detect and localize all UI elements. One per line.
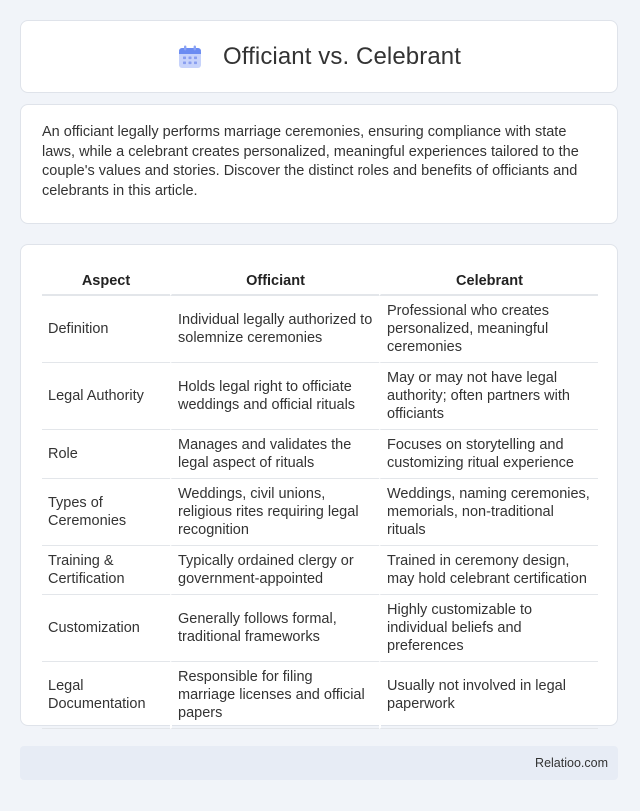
page-title: Officiant vs. Celebrant	[223, 42, 461, 70]
comparison-card	[20, 244, 618, 726]
row-aspect-cell: Customization	[42, 595, 170, 662]
row-officiant-cell: Generally follows formal, traditional frameworks	[170, 595, 379, 662]
header-aspect: Aspect	[42, 265, 170, 296]
row-aspect-cell: Training & Certification	[42, 546, 170, 595]
intro-card	[20, 104, 618, 224]
title-card	[20, 20, 618, 93]
footer-bar	[20, 746, 618, 780]
row-officiant-cell: Individual legally authorized to solemnize ceremonies	[170, 296, 379, 363]
row-aspect-cell: Legal Authority	[42, 363, 170, 430]
row-officiant-cell: Manages and validates the legal aspect of rituals	[170, 430, 379, 479]
table-row	[42, 546, 598, 595]
row-officiant-cell: Typically ordained clergy or government-appointed	[170, 546, 379, 595]
row-aspect-cell: Types of Ceremonies	[42, 479, 170, 546]
calendar-icon	[177, 44, 203, 70]
row-celebrant-cell: Professional who creates personalized, meaningful ceremonies	[379, 296, 598, 363]
footer-site-label: Relatioo.com	[535, 756, 608, 770]
row-celebrant-cell: Highly customizable to individual beliefs and preferences	[379, 595, 598, 662]
row-aspect-cell: Definition	[42, 296, 170, 363]
table-row	[42, 479, 598, 546]
table-header-row	[42, 265, 598, 296]
table-row	[42, 363, 598, 430]
row-officiant-cell: Weddings, civil unions, religious rites requiring legal recognition	[170, 479, 379, 546]
table-row	[42, 430, 598, 479]
comparison-table	[42, 265, 598, 729]
row-celebrant-cell: May or may not have legal authority; often partners with officiants	[379, 363, 598, 430]
row-aspect-cell: Legal Documentation	[42, 662, 170, 729]
intro-paragraph: An officiant legally performs marriage ceremonies, ensuring compliance with state laws, while a celebrant creates personalized, meaningful experiences tailored to the couple's values and stories. Discover the distinct roles and benefits of officiants and celebrants in this article.	[42, 124, 579, 199]
row-celebrant-cell: Focuses on storytelling and customizing ritual experience	[379, 430, 598, 479]
table-row	[42, 595, 598, 662]
row-celebrant-cell: Usually not involved in legal paperwork	[379, 662, 598, 729]
row-celebrant-cell: Weddings, naming ceremonies, memorials, non-traditional rituals	[379, 479, 598, 546]
row-celebrant-cell: Trained in ceremony design, may hold celebrant certification	[379, 546, 598, 595]
table-row	[42, 662, 598, 729]
row-officiant-cell: Holds legal right to officiate weddings and official rituals	[170, 363, 379, 430]
header-celebrant: Celebrant	[379, 265, 598, 296]
title-group	[177, 43, 461, 71]
table-row	[42, 296, 598, 363]
row-aspect-cell: Role	[42, 430, 170, 479]
header-officiant: Officiant	[170, 265, 379, 296]
row-officiant-cell: Responsible for filing marriage licenses and official papers	[170, 662, 379, 729]
